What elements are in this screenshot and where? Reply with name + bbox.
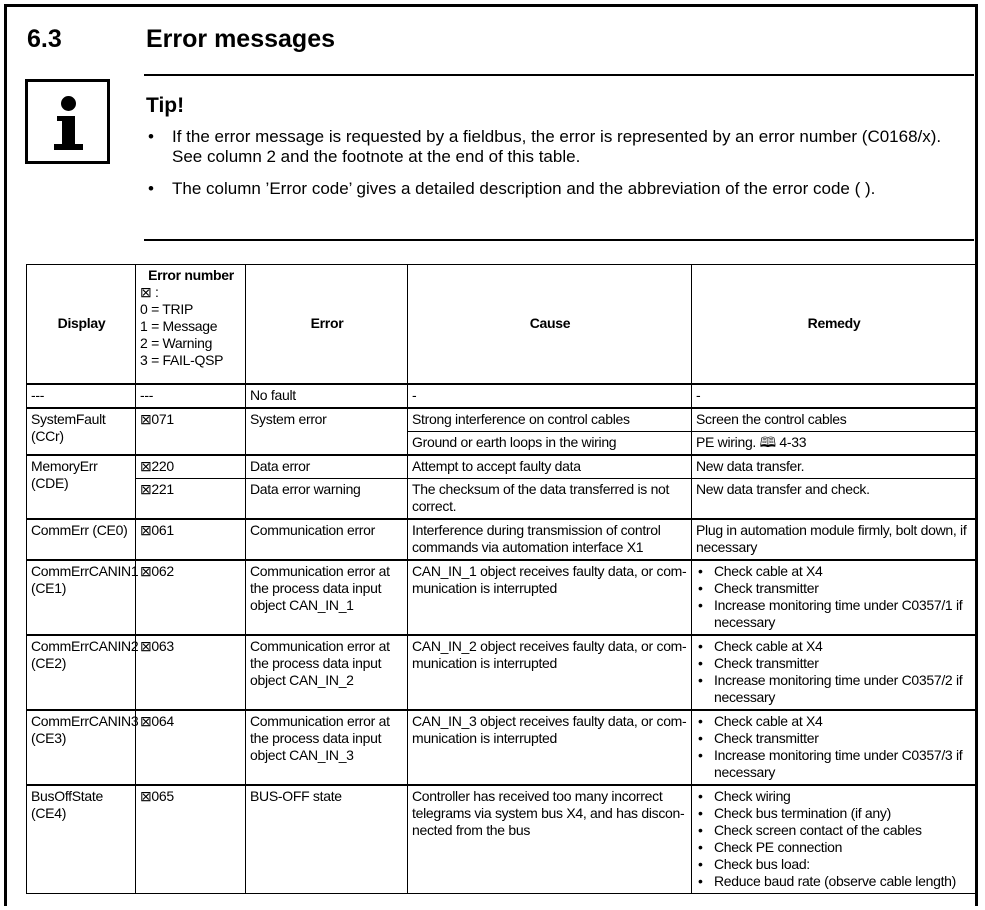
list-item: • Check PE connection	[698, 838, 843, 855]
tip-title: Tip!	[146, 94, 185, 117]
table-row: CommErrCANIN3 (CE3) ⊠064 Communication error at the process data input object CAN_IN_3 CAN_IN_3 object receives faulty data, or com-munication is interrupted • Check cable at X4 • Check transmitter • Increase monitoring time under C0357/3 if necessary	[27, 710, 976, 785]
list-item: • Check screen contact of the cables	[698, 821, 922, 838]
header-cause: Cause	[408, 265, 692, 384]
section-title: Error messages	[146, 25, 336, 53]
list-item: • Check cable at X4	[698, 637, 823, 654]
table-row: CommErrCANIN2 (CE2) ⊠063 Communication error at the process data input object CAN_IN_2 CAN_IN_2 object receives faulty data, or com-munication is interrupted • Check cable at X4 • Check transmitter • Increase monitoring time under C0357/2 if necessary	[27, 635, 976, 710]
table-row: SystemFault (CCr) ⊠071 System error Strong interference on control cables Screen the control cables	[27, 408, 976, 432]
remedy-list	[696, 713, 972, 781]
list-item: • Increase monitoring time under C0357/1 if necessary	[698, 596, 963, 630]
list-item: • Increase monitoring time under C0357/2 if necessary	[698, 671, 963, 705]
list-item: • Check bus load:	[698, 855, 810, 872]
list-item: • Check transmitter	[698, 654, 819, 671]
tip-bullet: • If the error message is requested by a fieldbus, the error is represented by an error number (C0168/x). See column 2 and the footnote at the end of this table.	[148, 127, 942, 166]
table-row: Ground or earth loops in the wiring PE wiring. 🕮 4-33	[27, 431, 976, 455]
header-remedy: Remedy	[692, 265, 976, 384]
header-error: Error	[246, 265, 408, 384]
table-row: --- --- No fault - -	[27, 384, 976, 408]
table-row: BusOffState (CE4) ⊠065 BUS-OFF state Controller has received too many incorrect telegrams via system bus X4, and has discon-nected from the bus • Check wiring • Check bus termination (if any) • Check screen contact of the cables • Check PE connection • Check bus load: • Reduce baud rate (observe cable length)	[27, 785, 976, 894]
info-icon	[25, 79, 110, 164]
section-number: 6.3	[27, 25, 62, 53]
list-item: • Check transmitter	[698, 579, 819, 596]
list-item: • Increase monitoring time under C0357/3 if necessary	[698, 746, 963, 780]
list-item: • Check cable at X4	[698, 712, 823, 729]
table-row: ⊠221 Data error warning The checksum of the data transferred is not correct. New data transfer and check.	[27, 478, 976, 519]
remedy-list	[696, 563, 972, 631]
list-item: • Check cable at X4	[698, 562, 823, 579]
list-item: • Reduce baud rate (observe cable length)	[698, 872, 957, 889]
list-item: • Check bus termination (if any)	[698, 804, 891, 821]
remedy-list	[696, 788, 972, 890]
list-item: • Check transmitter	[698, 729, 819, 746]
table-header-row	[27, 265, 976, 384]
table-row: CommErr (CE0) ⊠061 Communication error Interference during transmission of control commands via automation interface X1 Plug in automation module firmly, bolt down, if necessary	[27, 519, 976, 560]
divider-top	[144, 74, 974, 76]
table-row: MemoryErr (CDE) ⊠220 Data error Attempt to accept faulty data New data transfer.	[27, 455, 976, 479]
tip-bullet: • The column ’Error code’ gives a detailed description and the abbreviation of the error code ( ).	[148, 179, 876, 198]
list-item: • Check wiring	[698, 787, 791, 804]
table-row: CommErrCANIN1 (CE1) ⊠062 Communication error at the process data input object CAN_IN_1 CAN_IN_1 object receives faulty data, or com-munication is interrupted • Check cable at X4 • Check transmitter • Increase monitoring time under C0357/1 if necessary	[27, 560, 976, 635]
page-frame	[4, 4, 978, 906]
error-table	[26, 264, 976, 894]
header-error-number: Error number ⊠ : 0 = TRIP 1 = Message 2 = Warning 3 = FAIL-QSP	[136, 265, 246, 384]
divider-bottom	[144, 239, 974, 241]
header-display: Display	[27, 265, 136, 384]
remedy-list	[696, 638, 972, 706]
tip-list	[146, 127, 966, 211]
